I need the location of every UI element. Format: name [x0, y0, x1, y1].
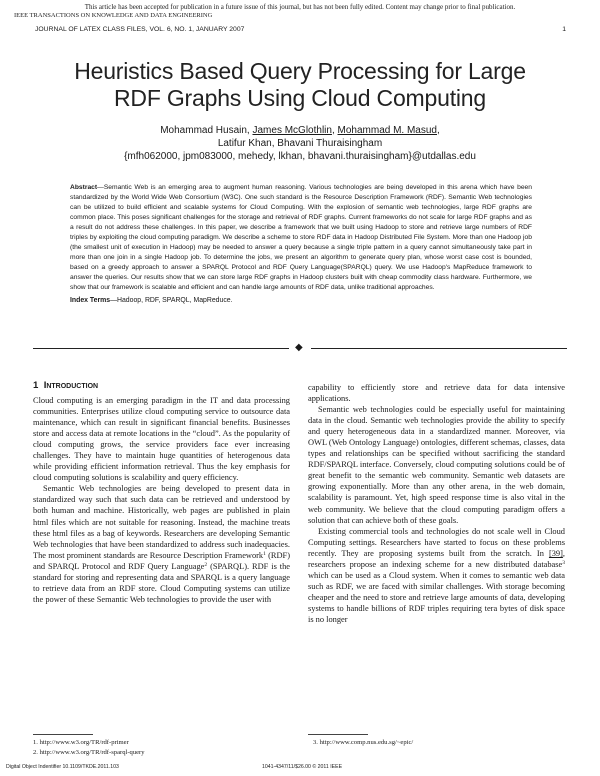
page-number: 1	[562, 26, 566, 33]
intro-paragraph-2-part-a: Semantic Web technologies are being developed to present data in standardized way such that such data can be retrieved and understood by both human and machine. Historically, web pages are published in plain html files which are not suitable for reasoning. Instead, the machine treats these html files as a bag of keywords. Researchers are developing Semantic Web technologies that have been standardized to address such inadequacies. The most prominent standards are Resource Description Framework	[33, 484, 290, 560]
index-terms-text: —Hadoop, RDF, SPARQL, MapReduce.	[110, 297, 233, 304]
right-column	[308, 382, 565, 625]
intro-paragraph-5	[308, 526, 565, 625]
author-emails: {mfh062000, jpm083000, mehedy, lkhan, bhavani.thuraisingham}@utdallas.edu	[124, 151, 476, 162]
section-number: 1	[33, 380, 39, 391]
intro-paragraph-1: Cloud computing is an emerging paradigm in the IT and data processing communities. Enterprises utilize cloud computing service to outsource data maintenance, which can result in significant financial benefits. Businesses store and access data at remote locations in the “cloud”. As the popularity of cloud computing grows, the service providers face ever increasing challenges. They have to maintain huge quantities of heterogenous data while providing efficient information retrieval. Thus the key emphasis for cloud computing solutions is scalability and query efficiency.	[33, 396, 290, 483]
author-line-1	[20, 124, 580, 137]
author-link-masud[interactable]: Mohammad M. Masud	[337, 125, 437, 136]
divider-line-left	[33, 348, 289, 349]
intro-paragraph-2-part-b: (RDF) and SPARQL Protocol and RDF Query Language	[33, 550, 290, 571]
section-title: Introduction	[43, 380, 99, 391]
abstract-text: —Semantic Web is an emerging area to augment human reasoning. Various technologies are being developed in this arena which have been standardized by the World Wide Web Consortium (W3C). One such standard is the Resource Description Framework (RDF). Semantic Web technologies can be utilized to build efficient and scalable systems for Cloud Computing. With the explosion of semantic web technologies, large RDF graphs are common place. This poses significant challenges for the storage and retrieval of RDF graphs. Current frameworks do not scale for large RDF graphs and as a result do not address these challenges. In this paper, we describe a framework that we built using Hadoop to store and retrieve large numbers of RDF triples by exploiting the cloud computing paradigm. We describe a scheme to store RDF data in Hadoop Distributed File System. More than one Hadoop job (the smallest unit of execution in Hadoop) may be needed to answer a query because a single triple pattern in a query cannot simultaneously take part in more than one join in a single Hadoop job. To determine the jobs, we present an algorithm to generate query plan, whose worst case cost is bounded, based on a greedy approach to answer a SPARQL Protocol and RDF Query Language(SPARQL) query. We use Hadoop's MapReduce framework to answer the queries. Our results show that we can store large RDF graphs in Hadoop clusters built with cheap commodity class hardware. Furthermore, we show that our framework is scalable and efficient and can handle large amounts of RDF data, unlike traditional approaches.	[70, 184, 532, 291]
left-column	[33, 380, 290, 605]
author-link-mcglothlin[interactable]: James McGlothlin	[252, 125, 332, 136]
author-separator: ,	[331, 125, 335, 136]
transactions-name: IEEE TRANSACTIONS ON KNOWLEDGE AND DATA ENGINEERING	[14, 12, 213, 19]
running-head-text: JOURNAL OF LATEX CLASS FILES, VOL. 6, NO. 1, JANUARY 2007	[35, 26, 245, 33]
footnote-1: 1. http://www.w3.org/TR/rdf-primer	[33, 739, 129, 746]
abstract-label: Abstract	[70, 184, 98, 191]
intro-paragraph-5-part-c: which can be used as a Cloud system. When it comes to semantic web data such as RDF, we are faced with similar challenges. With storage becoming cheaper and the need to store and retrieve large amounts of data, developing systems to handle billions of RDF triples requiring tera bytes of disk space is no longer	[308, 570, 565, 624]
intro-paragraph-2	[33, 483, 290, 605]
doi-line: Digital Object Indentifier 10.1109/TKDE.2011.103	[6, 764, 119, 770]
running-head	[35, 25, 566, 34]
author-husain: Mohammad Husain,	[160, 125, 250, 136]
footnote-mark-1[interactable]: 1	[263, 550, 266, 557]
copyright-line: 1041-4347/11/$26.00 © 2011 IEEE	[262, 764, 343, 770]
diamond-icon: ◆	[295, 342, 303, 353]
footnote-rule-left	[33, 734, 93, 735]
footnote-3: 3. http://www.comp.nus.edu.sg/~epic/	[313, 739, 414, 746]
intro-paragraph-2-part-c: (SPARQL). RDF is the standard for storing and representing data and SPARQL is a query language to retrieve data from an RDF store. Cloud Computing systems can utilize the power of these Semantic Web technologies to provide the user with	[33, 561, 290, 604]
author-block	[20, 124, 580, 163]
footnote-2: 2. http://www.w3.org/TR/rdf-sparql-query	[33, 749, 145, 756]
footnote-mark-3[interactable]: 3	[562, 559, 565, 566]
intro-paragraph-3: capability to efficiently store and retrieve data for data intensive applications.	[308, 383, 565, 404]
intro-paragraph-5-part-b: , researchers propose an indexing scheme for a new distributed database	[308, 548, 565, 569]
author-separator: ,	[437, 125, 440, 136]
section-heading	[33, 380, 290, 392]
author-line-2: Latifur Khan, Bhavani Thuraisingham	[217, 138, 383, 149]
citation-link-39[interactable]: [39]	[548, 548, 563, 558]
divider-line-right	[311, 348, 567, 349]
footnotes-left	[33, 738, 290, 758]
publication-notice: This article has been accepted for publication in a future issue of this journal, but has not been fully edited. Content may change prior to final publication.	[84, 3, 516, 11]
title-line-1: Heuristics Based Query Processing for Large	[74, 58, 526, 84]
footnotes-right	[313, 738, 565, 748]
intro-paragraph-5-part-a: Existing commercial tools and technologies do not scale well in Cloud Computing settings. Researchers have started to focus on these problems recently. They are proposing systems built from the scratch. In	[308, 526, 565, 558]
title-line-2: RDF Graphs Using Cloud Computing	[114, 85, 486, 111]
abstract	[70, 183, 532, 293]
intro-paragraph-4: Semantic web technologies could be especially useful for maintaining data in the cloud. Semantic web technologies provide the ability to specify and query heterogeneous data in a standardized manner. Moreover, via OWL (Web Ontology Language) ontologies, different schemas, classes, data types and relationships can be specified without sacrificing the standard RDF/SPARQL interface. Conversely, cloud computing solutions could be of great benefit to the semantic web community. Semantic web datasets are growing exponentially. More than any other arena, in the web domain, scalability is paramount. Yet, high speed response time is also vital in the web community. We believe that the cloud computing paradigm offers a solution that can achieve both of these goals.	[308, 405, 565, 525]
section-divider	[0, 342, 600, 353]
paper-title	[20, 58, 580, 112]
footnote-mark-2[interactable]: 2	[204, 561, 208, 568]
footnote-rule-right	[308, 734, 368, 735]
index-terms	[70, 296, 233, 306]
index-terms-label: Index Terms	[70, 297, 111, 304]
